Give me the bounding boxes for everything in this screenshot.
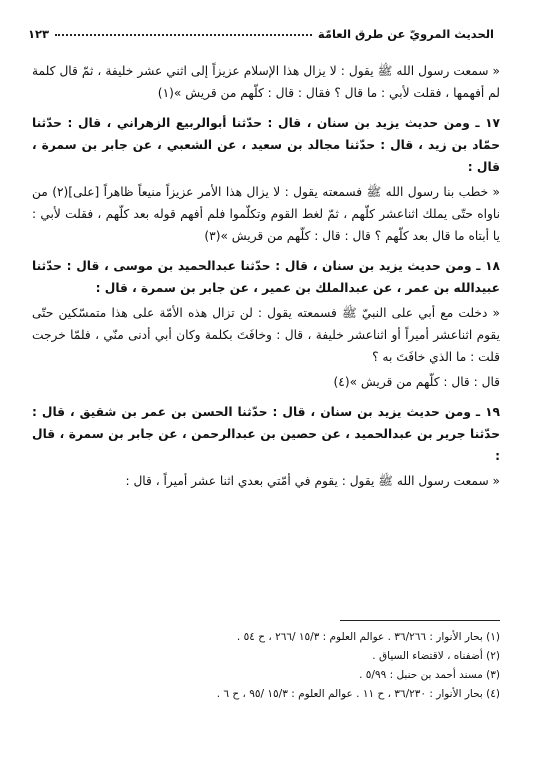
footnote-1: (١) بحار الأنوار : ٣٦/٢٦٦ . عوالم العلوم : ١٥/٣ /٢٦٦ ، ح ٥٤ . [236, 631, 500, 643]
isnad-17: ١٧ ـ ومن حديث يزيد بن سنان ، قال : حدّثنا أبوالربيع الزهراني ، قال : حدّثنا حمّاد بن زيد ، قال : حدّثنا مجالد بن سعيد ، عن الشعبي ، عن جابر بن سمرة ، قال : [32, 116, 500, 174]
hadith-text-16: « سمعت رسول الله ﷺ يقول : لا يزال هذا الإسلام عزيزاً إلى اثني عشر خليفة ، ثمّ قال كلمة لم أفهمها ، فقلت لأبي : ما قال ؟ فقال : قال : كلّهم من قريش »(١) [32, 64, 500, 100]
header-dot-leader [55, 33, 312, 36]
footnote-2: (٢) أضفناه ، لاقتضاء السياق . [372, 650, 500, 662]
page-body [32, 60, 500, 495]
hadith-text-18-end: قال : قال : كلّهم من قريش »(٤) [333, 375, 500, 389]
footnote-3: (٣) مسند أحمد بن حنبل : ٥/٩٩ . [359, 669, 500, 681]
isnad-19: ١٩ ـ ومن حديث يزيد بن سنان ، قال : حدّثنا الحسن بن عمر بن شقيق ، قال : حدّثنا جرير بن عبدالحميد ، عن حصين بن عبدالرحمن ، عن جابر بن سمرة ، قال : [32, 405, 500, 463]
isnad-18: ١٨ ـ ومن حديث يزيد بن سنان ، قال : حدّثنا عبدالحميد بن موسى ، قال : حدّثنا عبيدالله بن عمر ، عن عبدالملك بن عمير ، عن جابر بن سمرة ، قال : [32, 259, 500, 295]
hadith-text-17: « خطب بنا رسول الله ﷺ فسمعته يقول : لا يزال هذا الأمر عزيزاً منيعاً ظاهراً [على](٢) من ناواه حتّى يملك اثناعشر كلّهم ، ثمّ لغط القوم وتكلّموا فلم أفهم قوله بعد كلّهم ، فقلت لأبي : يا أبتاه ما قال بعد كلّهم ؟ قال : قال : كلّهم من قريش »(٣) [32, 185, 500, 243]
hadith-text-19: « سمعت رسول الله ﷺ يقول : يقوم في أمّتي بعدي اثنا عشر أميراً ، قال : [125, 474, 500, 488]
footnote-separator [340, 620, 500, 621]
footnote-4: (٤) بحار الأنوار : ٣٦/٢٣٠ ، ح ١١ . عوالم العلوم : ١٥/٣ /٩٥ ، ح ٦ . [216, 688, 500, 700]
page-number: ١٢٣ [28, 27, 50, 41]
header-title: الحديث المرويّ عن طرق العامّة [317, 27, 494, 41]
footnotes [40, 628, 500, 704]
hadith-text-18: « دخلت مع أبي على النبيّ ﷺ فسمعته يقول : لن تزال هذه الأمّة على هذا متمسّكين حتّى يقوم اثناعشر أميراً أو اثناعشر خليفة ، قال : وخافَتَ بكلمة وكان أبي أدنى منّي ، فلمّا خرجت قلت : ما الذي خافَتَ به ؟ [32, 306, 500, 364]
running-header [28, 24, 494, 44]
